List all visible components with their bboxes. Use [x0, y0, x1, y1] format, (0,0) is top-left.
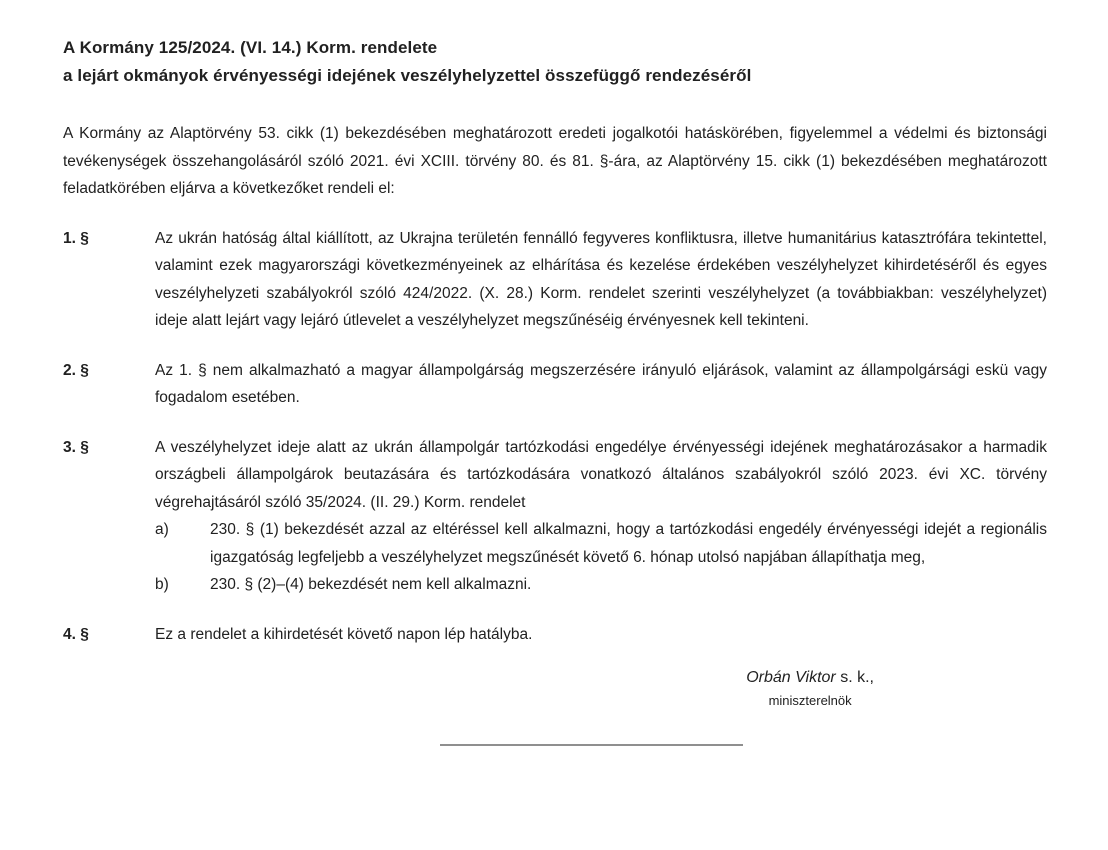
section-2: [63, 357, 1047, 412]
decree-title-line2: a lejárt okmányok érvényességi idejének veszélyhelyzettel összefüggő rendezéséről: [63, 66, 752, 85]
section-3-item-a-text: 230. § (1) bekezdését azzal az eltéréssel kell alkalmazni, hogy a tartózkodási engedély érvényességi idejét a regionális igazgatóság legfeljebb a veszélyhelyzet megszűnését követő 6. hónap utolsó napjában állapíthatja meg,: [210, 521, 1047, 566]
decree-title-line1: A Kormány 125/2024. (VI. 14.) Korm. rendelete: [63, 38, 438, 57]
section-4: [63, 621, 1047, 649]
decree-title-block: [63, 34, 1047, 90]
signature-suffix: s. k.,: [840, 669, 874, 686]
signature-name-line: [746, 666, 874, 690]
section-3-item-b: [155, 571, 1047, 599]
section-3-number: 3. §: [63, 438, 89, 456]
section-4-number: 4. §: [63, 625, 89, 643]
page-divider-rule: [440, 744, 743, 746]
section-3-body: [155, 434, 1047, 599]
signature-block: [746, 666, 874, 710]
section-2-number: 2. §: [63, 361, 89, 379]
section-3-item-b-text: 230. § (2)–(4) bekezdését nem kell alkalmazni.: [210, 576, 532, 593]
section-3-item-a-label: a): [155, 521, 169, 538]
section-1-number: 1. §: [63, 229, 89, 247]
section-1-body: [155, 225, 1047, 335]
section-2-text: Az 1. § nem alkalmazható a magyar állampolgárság megszerzésére irányuló eljárások, valamint az állampolgársági eskü vagy fogadalom esetében.: [155, 361, 1047, 406]
section-4-body: [155, 621, 1047, 649]
section-3: [63, 434, 1047, 599]
decree-sections: [63, 225, 1047, 649]
signatory-role: miniszterelnök: [768, 693, 852, 708]
signatory-name: Orbán Viktor: [746, 669, 836, 686]
section-2-body: [155, 357, 1047, 412]
section-1-text: Az ukrán hatóság által kiállított, az Ukrajna területén fennálló fegyveres konfliktusra, illetve humanitárius katasztrófára tekintettel, valamint ezek magyarországi következményeinek az elhárítása és kezelése érdekében veszélyhelyzet kihirdetéséről és egyes veszélyhelyzeti szabályokról szóló 424/2022. (X. 28.) Korm. rendelet szerinti veszélyhelyzet (a továbbiakban: veszélyhelyzet) ideje alatt lejárt vagy lejáró útlevelet a veszélyhelyzet megszűnéséig érvényesnek kell tekinteni.: [155, 229, 1047, 329]
section-3-text: A veszélyhelyzet ideje alatt az ukrán állampolgár tartózkodási engedélye érvényességi idejének meghatározásakor a harmadik országbeli állampolgárok beutazására és tartózkodására vonatkozó általános szabályokról szóló 2023. évi XC. törvény végrehajtásáról szóló 35/2024. (II. 29.) Korm. rendelet: [155, 438, 1047, 511]
section-3-item-b-label: b): [155, 576, 169, 593]
section-3-item-a: [155, 516, 1047, 571]
section-4-text: Ez a rendelet a kihirdetését követő napon lép hatályba.: [155, 625, 533, 643]
decree-preamble: A Kormány az Alaptörvény 53. cikk (1) bekezdésében meghatározott eredeti jogalkotói hatáskörében, figyelemmel a védelmi és biztonsági tevékenységek összehangolásáról szóló 2021. évi XCIII. törvény 80. és 81. §-ára, az Alaptörvény 15. cikk (1) bekezdésében meghatározott feladatkörében eljárva a következőket rendeli el:: [63, 125, 1047, 197]
section-1: [63, 225, 1047, 335]
